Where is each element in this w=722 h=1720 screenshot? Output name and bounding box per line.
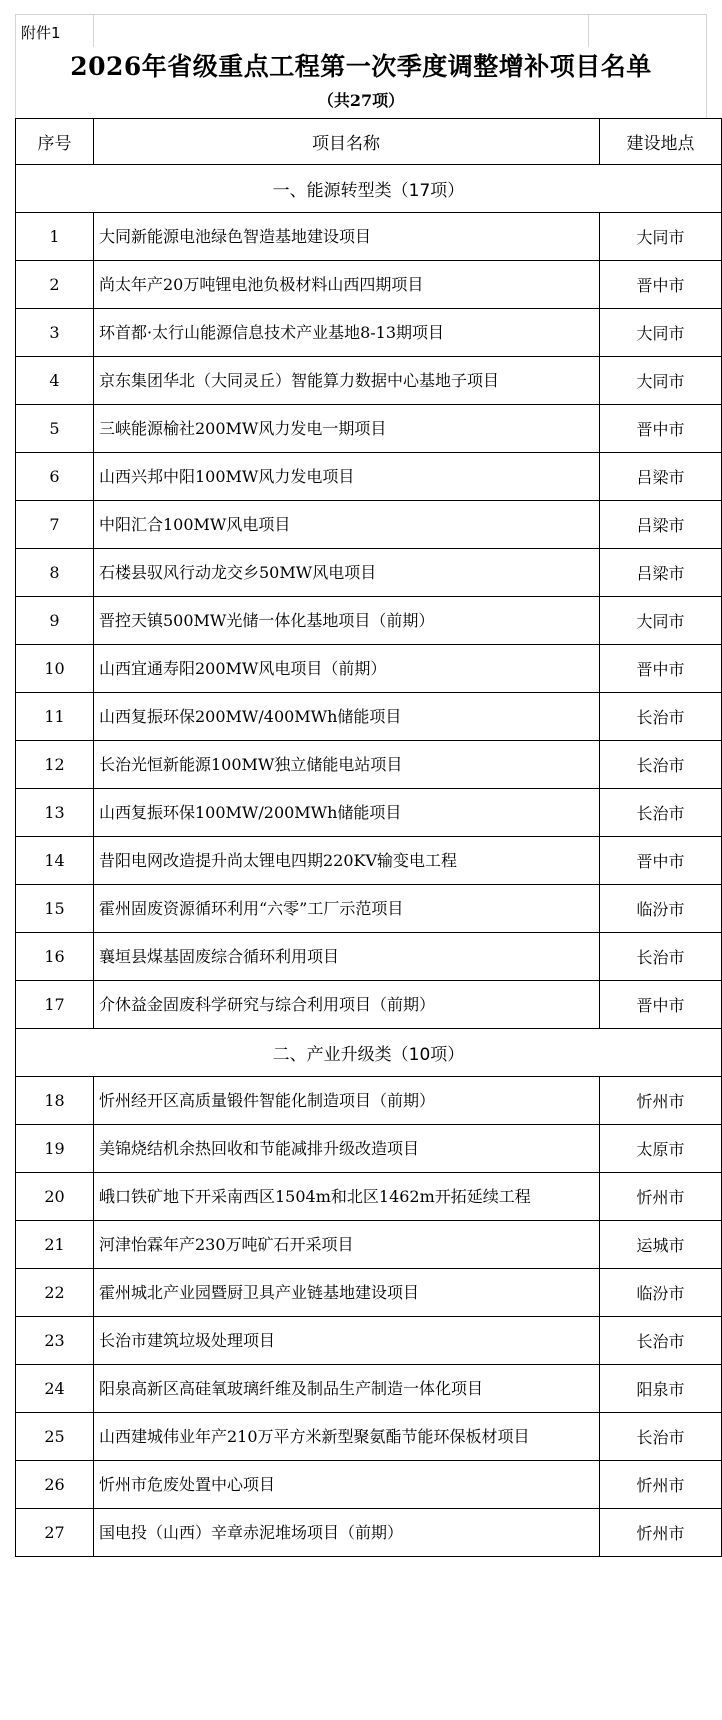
table-row: [16, 1173, 722, 1221]
project-number: 24: [16, 1365, 94, 1413]
project-location: 吕梁市: [600, 453, 722, 501]
project-number: 15: [16, 885, 94, 933]
project-name-cell: [94, 741, 600, 789]
project-name: 山西兴邦中阳100MW风力发电项目: [99, 466, 355, 486]
project-location: 大同市: [600, 357, 722, 405]
project-name-cell: [94, 213, 600, 261]
project-name-cell: [94, 1125, 600, 1173]
category-row: [16, 165, 722, 213]
project-location: 阳泉市: [600, 1365, 722, 1413]
project-name: 环首都·太行山能源信息技术产业基地8-13期项目: [99, 322, 445, 342]
project-table: [15, 118, 722, 1557]
project-name: 介休益金固废科学研究与综合利用项目（前期）: [99, 994, 436, 1014]
project-name-cell: [94, 1221, 600, 1269]
table-row: [16, 1365, 722, 1413]
project-name: 忻州经开区高质量锻件智能化制造项目（前期）: [99, 1090, 436, 1110]
project-name: 襄垣县煤基固废综合循环利用项目: [99, 946, 340, 966]
project-name-cell: [94, 453, 600, 501]
table-row: [16, 405, 722, 453]
project-location: 太原市: [600, 1125, 722, 1173]
project-name-cell: [94, 261, 600, 309]
project-name: 长治光恒新能源100MW独立储能电站项目: [99, 754, 403, 774]
project-number: 1: [16, 213, 94, 261]
project-name: 京东集团华北（大同灵丘）智能算力数据中心基地子项目: [99, 370, 500, 390]
project-name: 长治市建筑垃圾处理项目: [99, 1330, 276, 1350]
category-row: [16, 1029, 722, 1077]
table-row: [16, 1221, 722, 1269]
table-row: [16, 1509, 722, 1557]
project-location: 忻州市: [600, 1461, 722, 1509]
project-name-cell: [94, 1269, 600, 1317]
project-number: 9: [16, 597, 94, 645]
project-name: 尚太年产20万吨锂电池负极材料山西四期项目: [99, 274, 424, 294]
page-subtitle: （共27项）: [317, 91, 405, 110]
project-location: 晋中市: [600, 837, 722, 885]
project-location: 长治市: [600, 789, 722, 837]
title-row: [15, 47, 707, 87]
project-location: 运城市: [600, 1221, 722, 1269]
attachment-row: [15, 14, 707, 47]
project-name: 霍州城北产业园暨厨卫具产业链基地建设项目: [99, 1282, 420, 1302]
project-name-cell: [94, 309, 600, 357]
project-location: 长治市: [600, 1413, 722, 1461]
project-name: 忻州市危废处置中心项目: [99, 1474, 276, 1494]
project-number: 3: [16, 309, 94, 357]
project-name-cell: [94, 1077, 600, 1125]
project-number: 21: [16, 1221, 94, 1269]
project-number: 7: [16, 501, 94, 549]
project-name-cell: [94, 1461, 600, 1509]
project-name-cell: [94, 1509, 600, 1557]
table-row: [16, 1077, 722, 1125]
project-name: 阳泉高新区高硅氧玻璃纤维及制品生产制造一体化项目: [99, 1378, 484, 1398]
table-row: [16, 549, 722, 597]
project-name-cell: [94, 405, 600, 453]
project-number: 16: [16, 933, 94, 981]
project-name: 大同新能源电池绿色智造基地建设项目: [99, 226, 372, 246]
table-row: [16, 885, 722, 933]
project-name-cell: [94, 1365, 600, 1413]
project-name: 峨口铁矿地下开采南西区1504m和北区1462m开拓延续工程: [99, 1186, 531, 1206]
table-row: [16, 1317, 722, 1365]
project-name: 河津怡霖年产230万吨矿石开采项目: [99, 1234, 354, 1254]
project-number: 10: [16, 645, 94, 693]
project-location: 大同市: [600, 597, 722, 645]
project-name-cell: [94, 789, 600, 837]
project-location: 吕梁市: [600, 549, 722, 597]
project-location: 长治市: [600, 741, 722, 789]
project-location: 长治市: [600, 933, 722, 981]
project-number: 4: [16, 357, 94, 405]
project-name-cell: [94, 549, 600, 597]
subtitle-row: [15, 87, 707, 118]
project-name: 中阳汇合100MW风电项目: [99, 514, 291, 534]
project-name-cell: [94, 693, 600, 741]
project-name: 山西建城伟业年产210万平方米新型聚氨酯节能环保板材项目: [99, 1426, 530, 1446]
project-number: 11: [16, 693, 94, 741]
attachment-label: 附件1: [21, 24, 61, 42]
category-title: 二、产业升级类（10项）: [16, 1029, 722, 1077]
project-number: 19: [16, 1125, 94, 1173]
project-location: 临汾市: [600, 1269, 722, 1317]
project-name: 山西宜通寿阳200MW风电项目（前期）: [99, 658, 387, 678]
project-name: 三峡能源榆社200MW风力发电一期项目: [99, 418, 387, 438]
project-location: 忻州市: [600, 1509, 722, 1557]
project-location: 长治市: [600, 693, 722, 741]
grid-line: [588, 15, 589, 47]
project-name: 美锦烧结机余热回收和节能减排升级改造项目: [99, 1138, 420, 1158]
project-number: 13: [16, 789, 94, 837]
project-number: 23: [16, 1317, 94, 1365]
table-row: [16, 789, 722, 837]
project-number: 14: [16, 837, 94, 885]
project-name-cell: [94, 501, 600, 549]
table-row: [16, 1269, 722, 1317]
column-header-no: 序号: [16, 119, 94, 165]
project-location: 吕梁市: [600, 501, 722, 549]
project-number: 18: [16, 1077, 94, 1125]
project-number: 20: [16, 1173, 94, 1221]
project-number: 17: [16, 981, 94, 1029]
grid-line: [93, 15, 94, 47]
project-number: 22: [16, 1269, 94, 1317]
project-number: 5: [16, 405, 94, 453]
project-location: 长治市: [600, 1317, 722, 1365]
project-number: 12: [16, 741, 94, 789]
table-row: [16, 693, 722, 741]
table-row: [16, 1125, 722, 1173]
category-title: 一、能源转型类（17项）: [16, 165, 722, 213]
project-name: 山西复振环保200MW/400MWh储能项目: [99, 706, 402, 726]
column-header-location: 建设地点: [600, 119, 722, 165]
project-number: 8: [16, 549, 94, 597]
project-name-cell: [94, 1173, 600, 1221]
table-row: [16, 453, 722, 501]
project-name-cell: [94, 645, 600, 693]
project-number: 27: [16, 1509, 94, 1557]
project-name-cell: [94, 933, 600, 981]
project-name-cell: [94, 837, 600, 885]
project-number: 6: [16, 453, 94, 501]
project-location: 大同市: [600, 213, 722, 261]
project-location: 晋中市: [600, 981, 722, 1029]
table-row: [16, 1413, 722, 1461]
table-row: [16, 933, 722, 981]
project-location: 忻州市: [600, 1077, 722, 1125]
project-name: 国电投（山西）辛章赤泥堆场项目（前期）: [99, 1522, 404, 1542]
project-location: 忻州市: [600, 1173, 722, 1221]
project-name: 昔阳电网改造提升尚太锂电四期220KV输变电工程: [99, 850, 458, 870]
project-name: 山西复振环保100MW/200MWh储能项目: [99, 802, 402, 822]
project-location: 晋中市: [600, 261, 722, 309]
table-row: [16, 309, 722, 357]
project-name-cell: [94, 357, 600, 405]
table-row: [16, 357, 722, 405]
project-number: 25: [16, 1413, 94, 1461]
table-header-row: [16, 119, 722, 165]
project-name: 晋控天镇500MW光储一体化基地项目（前期）: [99, 610, 435, 630]
table-row: [16, 597, 722, 645]
project-name-cell: [94, 597, 600, 645]
table-row: [16, 741, 722, 789]
table-row: [16, 1461, 722, 1509]
project-name-cell: [94, 1317, 600, 1365]
table-row: [16, 981, 722, 1029]
column-header-name: 项目名称: [94, 119, 600, 165]
project-number: 2: [16, 261, 94, 309]
table-row: [16, 213, 722, 261]
table-row: [16, 261, 722, 309]
table-row: [16, 501, 722, 549]
project-name: 石楼县驭风行动龙交乡50MW风电项目: [99, 562, 377, 582]
project-number: 26: [16, 1461, 94, 1509]
document-sheet: [15, 14, 707, 1557]
project-name-cell: [94, 981, 600, 1029]
project-name: 霍州固废资源循环利用“六零”工厂示范项目: [99, 898, 404, 918]
table-row: [16, 645, 722, 693]
page-title: 2026年省级重点工程第一次季度调整增补项目名单: [70, 52, 652, 81]
project-location: 大同市: [600, 309, 722, 357]
project-name-cell: [94, 1413, 600, 1461]
project-location: 临汾市: [600, 885, 722, 933]
project-location: 晋中市: [600, 405, 722, 453]
project-location: 晋中市: [600, 645, 722, 693]
table-row: [16, 837, 722, 885]
project-name-cell: [94, 885, 600, 933]
